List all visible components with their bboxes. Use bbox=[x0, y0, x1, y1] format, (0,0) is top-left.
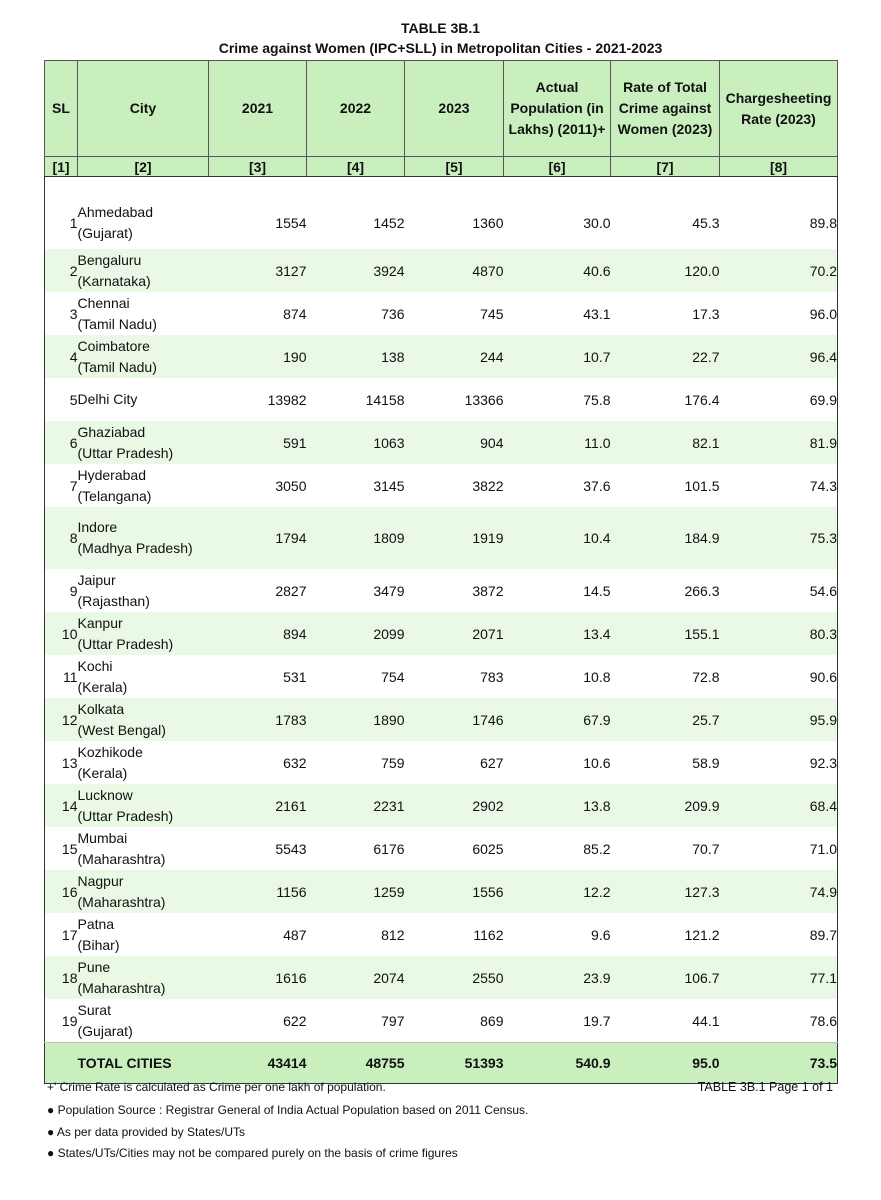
row-2023: 2071 bbox=[405, 612, 504, 655]
state-name: (Bihar) bbox=[77, 936, 120, 953]
row-chargesheeting: 95.9 bbox=[720, 698, 838, 741]
row-population: 23.9 bbox=[504, 956, 611, 999]
row-2021: 3050 bbox=[275, 477, 307, 494]
city-name: Nagpur bbox=[77, 872, 124, 889]
row-chargesheeting: 74.3 bbox=[809, 477, 837, 494]
row-population: 10.6 bbox=[583, 754, 611, 771]
row-2021: 1554 bbox=[275, 215, 307, 231]
row-2023: 904 bbox=[405, 421, 504, 464]
row-city bbox=[78, 197, 209, 249]
city-name: Kanpur bbox=[77, 614, 123, 631]
row-2023: 3872 bbox=[472, 582, 504, 599]
row-population: 13.8 bbox=[504, 784, 611, 827]
row-2021: 622 bbox=[283, 1012, 307, 1029]
header-chargesheeting: Chargesheeting Rate (2023) bbox=[720, 61, 838, 157]
total-rate: 95.0 bbox=[611, 1043, 720, 1084]
row-2021: 632 bbox=[283, 754, 307, 771]
row-city bbox=[78, 956, 209, 999]
row-city bbox=[78, 870, 209, 913]
row-rate: 209.9 bbox=[611, 784, 720, 827]
row-2023: 869 bbox=[480, 1012, 504, 1029]
header-2021: 2021 bbox=[209, 61, 307, 157]
total-population: 540.9 bbox=[504, 1043, 611, 1084]
note-crime-rate: +' Crime Rate is calculated as Crime per one lakh of population. bbox=[47, 1080, 386, 1094]
row-sl: 19 bbox=[61, 1012, 78, 1029]
row-rate: 82.1 bbox=[611, 421, 720, 464]
table-row bbox=[45, 784, 838, 827]
table-label: TABLE 3B.1 bbox=[400, 20, 481, 36]
row-city bbox=[78, 378, 209, 421]
col-num-4: [4] bbox=[307, 157, 405, 177]
table-row bbox=[45, 292, 838, 335]
row-sl: 6 bbox=[45, 421, 78, 464]
row-city bbox=[78, 827, 209, 870]
table-row bbox=[45, 378, 838, 421]
row-population: 43.1 bbox=[583, 305, 611, 322]
crime-table bbox=[44, 60, 838, 1084]
row-2022: 2099 bbox=[307, 612, 405, 655]
header-2022: 2022 bbox=[307, 61, 405, 157]
row-2022: 759 bbox=[381, 754, 405, 771]
col-num-5: [5] bbox=[405, 157, 504, 177]
row-2023: 783 bbox=[480, 668, 504, 685]
row-chargesheeting: 77.1 bbox=[720, 956, 838, 999]
col-num-1: [1] bbox=[45, 157, 78, 177]
state-name: (Uttar Pradesh) bbox=[77, 444, 174, 461]
row-2022: 3479 bbox=[373, 582, 405, 599]
row-rate: 72.8 bbox=[692, 668, 720, 685]
state-name: (Maharashtra) bbox=[77, 850, 166, 867]
row-rate: 176.4 bbox=[684, 391, 720, 408]
row-city bbox=[78, 655, 209, 698]
row-2023: 1746 bbox=[405, 698, 504, 741]
row-2023: 1556 bbox=[405, 870, 504, 913]
row-population: 11.0 bbox=[504, 421, 611, 464]
row-city bbox=[78, 698, 209, 741]
row-chargesheeting: 70.2 bbox=[720, 249, 838, 292]
col-num-7: [7] bbox=[611, 157, 720, 177]
row-city bbox=[78, 612, 209, 655]
row-population: 30.0 bbox=[583, 215, 611, 231]
table-body bbox=[45, 177, 838, 1043]
row-rate: 25.7 bbox=[611, 698, 720, 741]
row-2022: 797 bbox=[381, 1012, 405, 1029]
header-sl: SL bbox=[45, 61, 78, 157]
table-row bbox=[45, 698, 838, 741]
row-chargesheeting: 96.4 bbox=[720, 335, 838, 378]
header-city: City bbox=[78, 61, 209, 157]
row-city bbox=[78, 421, 209, 464]
state-name: (Tamil Nadu) bbox=[77, 315, 157, 332]
city-name: Kolkata bbox=[77, 700, 125, 717]
row-rate: 45.3 bbox=[692, 215, 720, 231]
row-2022: 812 bbox=[381, 926, 405, 943]
table-row bbox=[45, 612, 838, 655]
row-2022: 1809 bbox=[307, 507, 405, 569]
row-chargesheeting: 92.3 bbox=[809, 754, 837, 771]
state-name: (Telangana) bbox=[77, 487, 152, 504]
row-rate: 127.3 bbox=[611, 870, 720, 913]
col-num-6: [6] bbox=[504, 157, 611, 177]
row-2021: 1156 bbox=[209, 870, 307, 913]
row-population: 10.8 bbox=[583, 668, 611, 685]
row-2023: 3822 bbox=[472, 477, 504, 494]
row-rate: 266.3 bbox=[684, 582, 720, 599]
row-sl: 7 bbox=[69, 477, 78, 494]
row-sl: 12 bbox=[45, 698, 78, 741]
row-chargesheeting: 80.3 bbox=[720, 612, 838, 655]
row-2023: 1919 bbox=[405, 507, 504, 569]
header-rate: Rate of Total Crime against Women (2023) bbox=[611, 61, 720, 157]
row-2022: 6176 bbox=[373, 840, 405, 857]
row-sl: 8 bbox=[45, 507, 78, 569]
row-population: 85.2 bbox=[583, 840, 611, 857]
row-population: 19.7 bbox=[583, 1012, 611, 1029]
city-name: Jaipur bbox=[77, 571, 116, 588]
note-data-source: ● As per data provided by States/UTs bbox=[47, 1125, 246, 1139]
state-name: (Kerala) bbox=[77, 678, 128, 695]
table-row bbox=[45, 335, 838, 378]
row-2021: 894 bbox=[209, 612, 307, 655]
col-num-8: [8] bbox=[720, 157, 838, 177]
row-2021: 190 bbox=[209, 335, 307, 378]
state-name: (Maharashtra) bbox=[77, 893, 166, 910]
total-2022: 48755 bbox=[307, 1043, 405, 1084]
row-2021: 531 bbox=[283, 668, 307, 685]
row-city bbox=[78, 335, 209, 378]
note-population-source: ● Population Source : Registrar General of India Actual Population based on 2011 Census. bbox=[47, 1103, 529, 1117]
total-2021: 43414 bbox=[209, 1043, 307, 1084]
city-name: Mumbai bbox=[77, 829, 128, 846]
total-chargesheeting: 73.5 bbox=[720, 1043, 838, 1084]
row-2022: 3924 bbox=[307, 249, 405, 292]
row-2022: 736 bbox=[381, 305, 405, 322]
state-name: (Karnataka) bbox=[77, 272, 151, 289]
city-name: Ghaziabad bbox=[77, 423, 146, 440]
row-sl: 14 bbox=[45, 784, 78, 827]
row-2021: 487 bbox=[283, 926, 307, 943]
row-2022: 1063 bbox=[307, 421, 405, 464]
row-city bbox=[78, 913, 209, 956]
row-rate: 22.7 bbox=[611, 335, 720, 378]
row-rate: 70.7 bbox=[692, 840, 720, 857]
state-name: (Madhya Pradesh) bbox=[77, 540, 193, 556]
row-sl: 1 bbox=[69, 215, 78, 231]
column-number-row bbox=[45, 157, 838, 177]
row-chargesheeting: 54.6 bbox=[809, 582, 837, 599]
row-2021: 874 bbox=[283, 305, 307, 322]
row-chargesheeting: 69.9 bbox=[809, 391, 837, 408]
row-2021: 2827 bbox=[275, 582, 307, 599]
row-city bbox=[78, 464, 209, 507]
table-row bbox=[45, 741, 838, 784]
table-row bbox=[45, 249, 838, 292]
city-name: Lucknow bbox=[77, 786, 133, 803]
table-row bbox=[45, 913, 838, 956]
row-city bbox=[78, 741, 209, 784]
row-sl: 5 bbox=[69, 391, 78, 408]
table-row bbox=[45, 569, 838, 612]
row-chargesheeting: 96.0 bbox=[809, 305, 837, 322]
row-chargesheeting: 78.6 bbox=[809, 1012, 837, 1029]
row-city bbox=[78, 569, 209, 612]
row-2021: 591 bbox=[209, 421, 307, 464]
state-name: (Maharashtra) bbox=[77, 979, 166, 996]
col-num-2: [2] bbox=[78, 157, 209, 177]
table-row bbox=[45, 956, 838, 999]
total-2023: 51393 bbox=[405, 1043, 504, 1084]
row-population: 9.6 bbox=[591, 926, 611, 943]
table-row bbox=[45, 655, 838, 698]
state-name: (Gujarat) bbox=[77, 1022, 133, 1039]
row-city bbox=[78, 249, 209, 292]
total-row bbox=[45, 1043, 838, 1084]
state-name: (Uttar Pradesh) bbox=[77, 635, 174, 652]
row-population: 40.6 bbox=[504, 249, 611, 292]
row-sl: 4 bbox=[45, 335, 78, 378]
row-chargesheeting: 74.9 bbox=[720, 870, 838, 913]
row-2021: 13982 bbox=[267, 391, 307, 408]
row-population: 13.4 bbox=[504, 612, 611, 655]
row-2022: 138 bbox=[307, 335, 405, 378]
row-population: 12.2 bbox=[504, 870, 611, 913]
row-population: 67.9 bbox=[504, 698, 611, 741]
city-name: Chennai bbox=[77, 294, 130, 311]
city-name: Bengaluru bbox=[77, 251, 142, 268]
row-2021: 3127 bbox=[209, 249, 307, 292]
row-chargesheeting: 75.3 bbox=[720, 507, 838, 569]
city-name: Coimbatore bbox=[77, 337, 150, 354]
table-row bbox=[45, 999, 838, 1043]
city-name: Pune bbox=[77, 958, 111, 975]
row-2022: 3145 bbox=[373, 477, 405, 494]
row-sl: 2 bbox=[45, 249, 78, 292]
city-name: Hyderabad bbox=[77, 466, 146, 483]
row-population: 14.5 bbox=[583, 582, 611, 599]
page-label: TABLE 3B.1 Page 1 of 1 bbox=[697, 1080, 833, 1094]
row-2023: 745 bbox=[480, 305, 504, 322]
row-2021: 1616 bbox=[209, 956, 307, 999]
city-name: Kochi bbox=[77, 657, 113, 674]
row-sl: 16 bbox=[45, 870, 78, 913]
row-2023: 244 bbox=[405, 335, 504, 378]
table-row bbox=[45, 197, 838, 249]
row-population: 75.8 bbox=[583, 391, 611, 408]
row-population: 10.7 bbox=[504, 335, 611, 378]
row-2021: 5543 bbox=[275, 840, 307, 857]
note-comparison: ● States/UTs/Cities may not be compared purely on the basis of crime figures bbox=[47, 1146, 458, 1160]
table-row bbox=[45, 421, 838, 464]
table-row bbox=[45, 464, 838, 507]
row-2021: 2161 bbox=[209, 784, 307, 827]
row-2021: 1783 bbox=[209, 698, 307, 741]
state-name: (Tamil Nadu) bbox=[77, 358, 157, 375]
row-city bbox=[78, 784, 209, 827]
row-2023: 2550 bbox=[405, 956, 504, 999]
row-rate: 17.3 bbox=[692, 305, 720, 322]
row-chargesheeting: 89.7 bbox=[809, 926, 837, 943]
row-city bbox=[78, 999, 209, 1043]
row-2022: 2231 bbox=[307, 784, 405, 827]
col-num-3: [3] bbox=[209, 157, 307, 177]
row-sl: 11 bbox=[62, 668, 78, 685]
city-name: Delhi City bbox=[77, 391, 138, 407]
row-2023: 1162 bbox=[473, 926, 504, 943]
row-sl: 13 bbox=[61, 754, 78, 771]
row-2022: 754 bbox=[381, 668, 405, 685]
state-name: (Uttar Pradesh) bbox=[77, 807, 174, 824]
row-rate: 120.0 bbox=[611, 249, 720, 292]
row-2021: 1794 bbox=[209, 507, 307, 569]
row-chargesheeting: 71.0 bbox=[809, 840, 837, 857]
row-rate: 58.9 bbox=[692, 754, 720, 771]
row-sl: 10 bbox=[45, 612, 78, 655]
table-row bbox=[45, 870, 838, 913]
row-city bbox=[78, 292, 209, 335]
header-2023: 2023 bbox=[405, 61, 504, 157]
row-2023: 1360 bbox=[472, 215, 504, 231]
total-label: TOTAL CITIES bbox=[78, 1043, 209, 1084]
city-name: Surat bbox=[77, 1001, 111, 1018]
row-rate: 106.7 bbox=[611, 956, 720, 999]
row-population: 37.6 bbox=[583, 477, 611, 494]
row-sl: 3 bbox=[69, 305, 78, 322]
row-2022: 2074 bbox=[307, 956, 405, 999]
row-2023: 6025 bbox=[472, 840, 504, 857]
city-name: Patna bbox=[77, 915, 115, 932]
row-rate: 44.1 bbox=[692, 1012, 720, 1029]
table-row bbox=[45, 507, 838, 569]
row-sl: 15 bbox=[61, 840, 78, 857]
row-sl: 18 bbox=[45, 956, 78, 999]
row-chargesheeting: 81.9 bbox=[720, 421, 838, 464]
state-name: (Kerala) bbox=[77, 764, 128, 781]
row-2022: 1890 bbox=[307, 698, 405, 741]
table-title: Crime against Women (IPC+SLL) in Metropolitan Cities - 2021-2023 bbox=[218, 40, 663, 56]
row-rate: 184.9 bbox=[611, 507, 720, 569]
city-name: Indore bbox=[77, 519, 118, 535]
row-rate: 101.5 bbox=[684, 477, 720, 494]
row-sl: 9 bbox=[69, 582, 78, 599]
state-name: (West Bengal) bbox=[77, 721, 166, 738]
row-chargesheeting: 90.6 bbox=[809, 668, 837, 685]
row-2023: 4870 bbox=[405, 249, 504, 292]
row-2023: 2902 bbox=[405, 784, 504, 827]
row-2023: 13366 bbox=[464, 391, 504, 408]
row-city bbox=[78, 507, 209, 569]
spacer-row bbox=[45, 177, 838, 198]
header-row bbox=[45, 61, 838, 157]
row-chargesheeting: 68.4 bbox=[720, 784, 838, 827]
table-row bbox=[45, 827, 838, 870]
row-chargesheeting: 89.8 bbox=[809, 215, 837, 231]
row-2022: 1452 bbox=[373, 215, 405, 231]
row-rate: 155.1 bbox=[611, 612, 720, 655]
row-2022: 14158 bbox=[365, 391, 405, 408]
header-population: Actual Population (in Lakhs) (2011)+ bbox=[504, 61, 611, 157]
city-name: Ahmedabad bbox=[77, 204, 154, 220]
row-sl: 17 bbox=[61, 926, 78, 943]
state-name: (Rajasthan) bbox=[77, 592, 150, 609]
row-rate: 121.2 bbox=[684, 926, 720, 943]
state-name: (Gujarat) bbox=[77, 225, 133, 241]
row-2022: 1259 bbox=[307, 870, 405, 913]
city-name: Kozhikode bbox=[77, 743, 143, 760]
row-2023: 627 bbox=[480, 754, 504, 771]
row-population: 10.4 bbox=[504, 507, 611, 569]
